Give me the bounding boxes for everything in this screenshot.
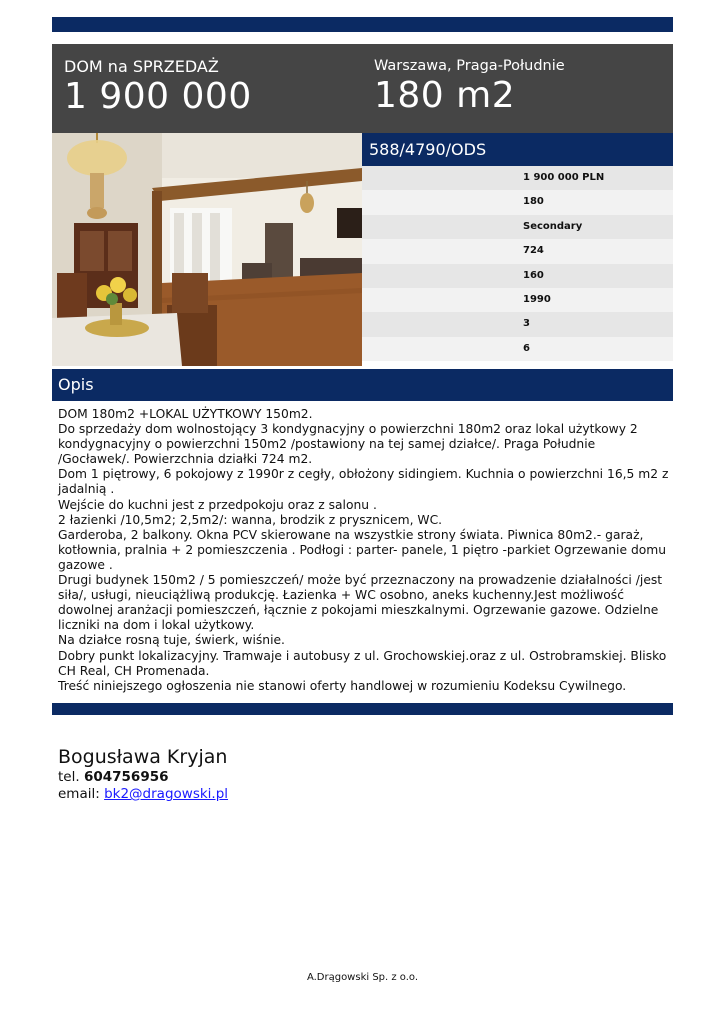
description-line: Wejście do kuchni jest z przedpokoju oraz z salonu .	[58, 497, 377, 512]
description-line: Na działce rosną tuje, świerk, wiśnie.	[58, 633, 285, 648]
description-line: Dobry punkt lokalizacyjny. Tramwaje i autobusy z ul. Grochowskiej.oraz z ul. Ostrobramskiej. Blisko CH Real, CH Promenada.	[58, 648, 667, 678]
bottom-divider-bar	[52, 703, 673, 715]
agent-contact	[58, 745, 228, 803]
description-heading: Opis	[52, 369, 673, 401]
spec-plot-area: 724	[362, 239, 673, 263]
header-right	[374, 56, 565, 116]
property-photo	[52, 133, 362, 366]
price-value: 1 900 000	[64, 76, 252, 117]
spec-rooms: 6	[362, 337, 673, 361]
spec-price: 1 900 000 PLN	[362, 166, 673, 190]
area-value: 180 m2	[374, 75, 516, 116]
header-left	[64, 57, 252, 117]
spec-area: 180	[362, 190, 673, 214]
description-line: Treść niniejszego ogłoszenia nie stanowi oferty handlowej w rozumieniu Kodeksu Cywilnego.	[58, 678, 627, 693]
footer-company: A.Drągowski Sp. z o.o.	[306, 972, 419, 983]
agent-name: Bogusława Kryjan	[58, 746, 228, 768]
email-link[interactable]: bk2@dragowski.pl	[104, 786, 229, 802]
location-label: Warszawa, Praga-Południe	[374, 58, 565, 74]
spec-value-7: 3	[362, 312, 673, 336]
reference-number-bar: 588/4790/ODS	[362, 133, 673, 166]
agent-phone-line	[58, 769, 228, 786]
phone-number: 604756956	[83, 769, 169, 785]
spec-year-built: 1990	[362, 288, 673, 312]
description-line: 2 łazienki /10,5m2; 2,5m2/: wanna, brodzik z prysznicem, WC.	[58, 512, 443, 527]
listing-header	[52, 44, 673, 133]
phone-label: tel.	[58, 769, 80, 785]
specs-table	[362, 166, 673, 361]
spec-market: Secondary	[362, 215, 673, 239]
description-line: Garderoba, 2 balkony. Okna PCV skierowane na wszystkie strony świata. Piwnica 80m2.- garaż, kotłownia, pralnia + 2 pomieszczenia . Podłogi : parter- panele, 1 piętro -parkiet Ogrzewanie domu gazowe .	[58, 527, 667, 572]
description-line: Do sprzedaży dom wolnostojący 3 kondygnacyjny o powierzchni 180m2 oraz lokal użytkowy 2 kondygnacyjny o powierzchni 150m2 /postawiony na tej samej działce/. Praga Południe /Gocławek/. Powierzchnia działki 724 m2.	[58, 422, 638, 467]
description-line: DOM 180m2 +LOKAL UŻYTKOWY 150m2.	[58, 407, 313, 421]
email-label: email:	[58, 786, 100, 802]
description-text	[58, 407, 670, 694]
top-divider-bar	[52, 17, 673, 32]
property-type-label: DOM na SPRZEDAŻ	[64, 57, 219, 76]
spec-value-5: 160	[362, 264, 673, 288]
description-line: Dom 1 piętrowy, 6 pokojowy z 1990r z cegły, obłożony sidingiem. Kuchnia o powierzchni 16,5 m2 z jadalnią .	[58, 467, 669, 497]
description-line: Drugi budynek 150m2 / 5 pomieszczeń/ może być przeznaczony na prowadzenie działalności /jest siła/, usługi, nieuciążliwą produkcję. Łazienka + WC osobno, aneks kuchenny.Jest możliwość dowolnej aranżacji pomieszczeń, łącznie z pokojami mieszkalnymi. Ogrzewanie gazowe. Odzielne liczniki na dom i lokal użytkowy.	[58, 573, 663, 633]
property-photo-illustration	[52, 133, 362, 366]
agent-email-line	[58, 786, 228, 803]
